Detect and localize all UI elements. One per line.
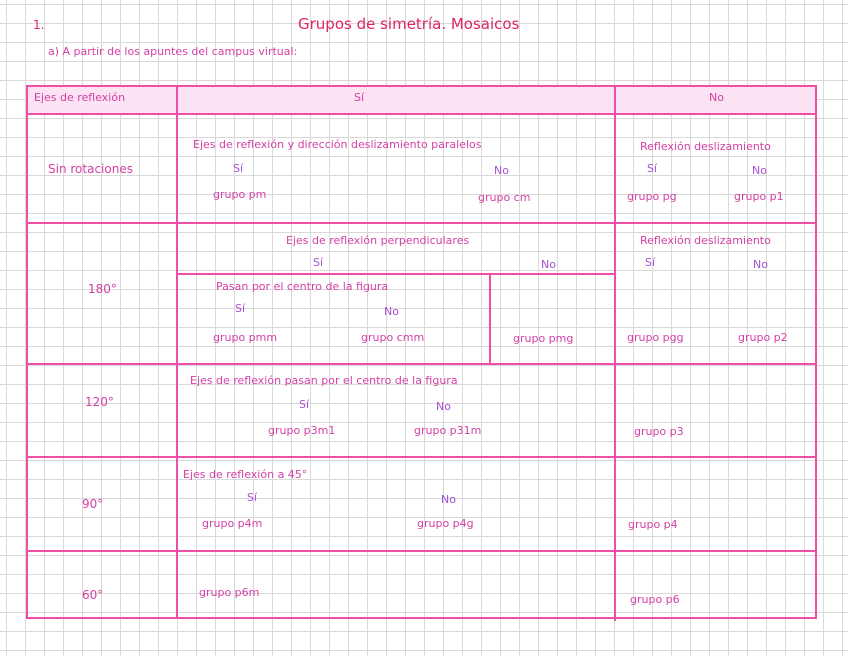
no-label: No: [494, 164, 509, 177]
group-p3m1: grupo p3m1: [268, 424, 336, 437]
page-title: Grupos de simetría. Mosaicos: [298, 15, 520, 33]
column-divider: [614, 85, 616, 621]
row-label-180: 180°: [88, 282, 117, 296]
header-yes: Sí: [354, 91, 365, 104]
row-divider: [26, 363, 817, 365]
group-pg: grupo pg: [627, 190, 677, 203]
yes-label: Sí: [647, 162, 658, 175]
header-band: [26, 86, 816, 114]
cell-title: Ejes de reflexión y dirección deslizamiento paralelos: [193, 138, 482, 151]
group-pm: grupo pm: [213, 188, 267, 201]
yes-label: Sí: [233, 162, 244, 175]
subrow-divider: [177, 273, 614, 275]
no-label: No: [752, 164, 767, 177]
row-divider: [26, 550, 817, 552]
exercise-number: 1.: [33, 18, 45, 32]
header-divider: [26, 113, 817, 115]
row-divider: [26, 222, 817, 224]
cell-title: Reflexión deslizamiento: [640, 234, 771, 247]
group-p31m: grupo p31m: [414, 424, 482, 437]
cell-title: Reflexión deslizamiento: [640, 140, 771, 153]
no-label: No: [541, 258, 556, 271]
no-label: No: [441, 493, 456, 506]
cell-title: Ejes de reflexión a 45°: [183, 468, 308, 481]
yes-label: Sí: [247, 491, 258, 504]
group-p4g: grupo p4g: [417, 517, 474, 530]
subtitle: a) A partir de los apuntes del campus virtual:: [48, 45, 298, 58]
yes-label: Sí: [645, 256, 656, 269]
group-p6: grupo p6: [630, 593, 680, 606]
table-border-left: [26, 85, 28, 619]
no-label: No: [753, 258, 768, 271]
row-divider: [26, 456, 817, 458]
table-border-right: [815, 85, 817, 619]
row-label-120: 120°: [85, 395, 114, 409]
no-label: No: [436, 400, 451, 413]
row-label-90: 90°: [82, 497, 104, 511]
subcolumn-divider: [489, 274, 491, 364]
group-p3: grupo p3: [634, 425, 684, 438]
yes-label: Sí: [235, 302, 246, 315]
cell-title: Ejes de reflexión pasan por el centro de la figura: [190, 374, 458, 387]
yes-label: Sí: [313, 256, 324, 269]
no-label: No: [384, 305, 399, 318]
group-pmg: grupo pmg: [513, 332, 574, 345]
group-cmm: grupo cmm: [361, 331, 425, 344]
yes-label: Sí: [299, 398, 310, 411]
group-p4: grupo p4: [628, 518, 678, 531]
cell-title: Ejes de reflexión perpendiculares: [286, 234, 470, 247]
group-pgg: grupo pgg: [627, 331, 684, 344]
header-no: No: [709, 91, 724, 104]
table-border-top: [26, 85, 817, 87]
group-p4m: grupo p4m: [202, 517, 263, 530]
row-label-60: 60°: [82, 588, 104, 602]
row-label-no-rotation: Sin rotaciones: [48, 162, 133, 176]
cell-title: Pasan por el centro de la figura: [216, 280, 389, 293]
group-cm: grupo cm: [478, 191, 531, 204]
header-axes-label: Ejes de reflexión: [34, 91, 126, 104]
group-p2: grupo p2: [738, 331, 788, 344]
group-pmm: grupo pmm: [213, 331, 278, 344]
group-p1: grupo p1: [734, 190, 784, 203]
column-divider: [176, 85, 178, 619]
table-border-bottom: [26, 617, 817, 619]
group-p6m: grupo p6m: [199, 586, 260, 599]
